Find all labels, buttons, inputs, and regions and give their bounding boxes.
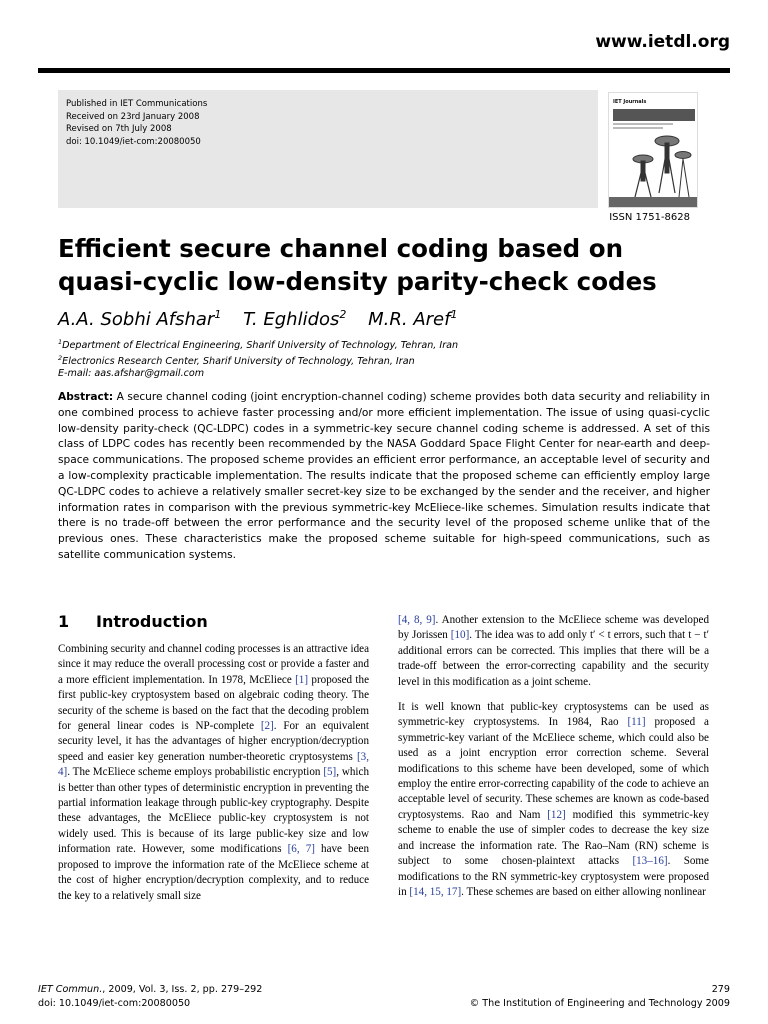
citation-link[interactable]: [10] xyxy=(450,629,470,642)
section-title: Introduction xyxy=(96,612,208,631)
journal-citation: IET Commun., 2009, Vol. 3, Iss. 2, pp. 279–292 xyxy=(38,984,263,995)
copyright: © The Institution of Engineering and Technology 2009 xyxy=(469,998,730,1009)
abstract-text: A secure channel coding (joint encryption-channel coding) scheme provides both data security and reliability in one combined process to achieve faster processing and/or more efficient implementation. The issue of using quasi-cyclic low-density parity-check (QC-LDPC) codes in a symmetric-key secure channel coding scheme is addressed. A set of this class of LDPC codes has recently been recommended by the NASA Goddard Space Flight Center for near-earth and deep-space communications. The proposed scheme provides an efficient error performance, an acceptable level of security and a low-complexity practicable implementation. The results indicate that the proposed scheme can efficiently employ large QC-LDPC codes to achieve a relatively smaller secret-key size to be exchanged by the sender and the receiver, and higher information rates in comparison with the previous symmetric-key McEliece-like schemes. Simulation results indicate that there is no trade-off between the error performance and the security level of the proposed scheme unlike that of the previous ones. These characteristics make the proposed scheme suitable for high-speed communications, such as satellite communication systems. xyxy=(58,391,710,561)
affiliations xyxy=(58,336,458,380)
section-heading-introduction xyxy=(58,612,208,631)
body-column-left xyxy=(58,642,369,904)
title-line-2: quasi-cyclic low-density parity-check codes xyxy=(58,267,657,296)
author-list xyxy=(58,308,473,330)
affiliation-2: $^2$Electronics Research Center, Sharif University of Technology, Tehran, Iran xyxy=(58,354,415,368)
paper-title xyxy=(58,232,738,298)
received-date: Received on 23rd January 2008 xyxy=(66,111,200,122)
footer-doi: doi: 10.1049/iet-com:20080050 xyxy=(38,998,191,1009)
top-rule xyxy=(38,68,730,73)
body-column-right xyxy=(398,613,709,900)
page-number: 279 xyxy=(711,984,730,995)
affiliation-1: $^1$Department of Electrical Engineering, Sharif University of Technology, Tehran, Iran xyxy=(58,338,459,352)
cover-antenna-illustration xyxy=(609,93,698,208)
issn: ISSN 1751-8628 xyxy=(609,212,690,223)
citation-link[interactable]: [14, 15, 17] xyxy=(409,885,462,898)
published-in: Published in IET Communications xyxy=(66,99,208,109)
citation-link[interactable]: [5] xyxy=(323,766,337,779)
journal-cover-image xyxy=(608,92,698,208)
citation-link[interactable]: [4, 8, 9] xyxy=(398,614,436,626)
footer-right xyxy=(470,983,730,1011)
paragraph: Combining security and channel coding processes is an attractive idea since it may reduce the overall processing cost or provide a faster and a more efficient implementation. In 1978, McEliece [1] proposed the first public-key cryptosystem based on algebraic coding theory. The security of the scheme is based on the fact that the decoding problem for general linear codes is NP-complete [2]. For an equivalent security level, it has the advantages of higher encryption/decryption speed and easier key generation number-theoretic cryptosystems [3, 4]. The McEliece scheme employs probabilistic encryption [5], which is better than other types of deterministic encryption in preventing the partial information leakage through public-key cryptography. Despite these advantages, the McEliece public-key cryptosystem is not widely used. This is because of its large public-key size and low information rate. However, some modifications [6, 7] have been proposed to improve the information rate of the McEliece scheme at the cost of higher encryption/decryption complexity, and to reduce the key to a relatively small size xyxy=(58,643,369,902)
revised-date: Revised on 7th July 2008 xyxy=(66,124,172,134)
citation-link[interactable]: [3, 4] xyxy=(58,750,369,779)
abstract-label: Abstract: xyxy=(58,391,114,403)
author: T. Eghlidos$^2$ xyxy=(243,308,347,330)
citation-link[interactable]: [6, 7] xyxy=(287,843,315,856)
footer-citation xyxy=(38,983,262,1011)
citation-link[interactable]: [2] xyxy=(260,720,274,733)
citation-link[interactable]: [11] xyxy=(627,716,646,729)
doi: doi: 10.1049/iet-com:20080050 xyxy=(66,136,201,147)
citation-link[interactable]: [1] xyxy=(295,673,309,686)
section-number: 1 xyxy=(58,612,70,631)
citation-link[interactable]: [12] xyxy=(547,808,566,821)
author: M.R. Aref$^1$ xyxy=(368,308,458,330)
paragraph: It is well known that public-key cryptosystems can be used as symmetric-key cryptosystems. In 1984, Rao [11] proposed a symmetric-key variant of the McEliece scheme, which could also be used as a joint encryption error correction scheme. Several modifications to this scheme have been developed, some of which employ the entire error-correcting capability of the code to achieve an acceptable level of security. These schemes are known as code-based cryptosystems. Rao and Nam [12] modified this symmetric-key scheme to enable the use of simpler codes to decrease the key size and increase the information rate. The Rao–Nam (RN) scheme is subject to some chosen-plaintext attacks [13–16]. Some modifications to the RN symmetric-key cryptosystem were proposed in [14, 15, 17]. These schemes are based on either allowing nonlinear xyxy=(398,701,709,898)
abstract xyxy=(58,390,710,564)
contact-email[interactable]: E-mail: aas.afshar@gmail.com xyxy=(58,368,205,380)
title-line-1: Efficient secure channel coding based on xyxy=(58,234,624,263)
paragraph: [4, 8, 9]. Another extension to the McEliece scheme was developed by Jorissen [10]. The idea was to add only t′ < t errors, such that t − t′ additional errors can be corrected. This implies that there will be a trade-off between the error-correcting capability and the security level in this modification as a joint scheme. xyxy=(398,614,709,688)
publication-info-box xyxy=(58,90,598,208)
author: A.A. Sobhi Afshar$^1$ xyxy=(58,308,222,330)
cover-brand: IET Journals xyxy=(613,99,647,105)
citation-link[interactable]: [13–16] xyxy=(632,855,668,868)
site-url[interactable]: www.ietdl.org xyxy=(595,32,730,52)
